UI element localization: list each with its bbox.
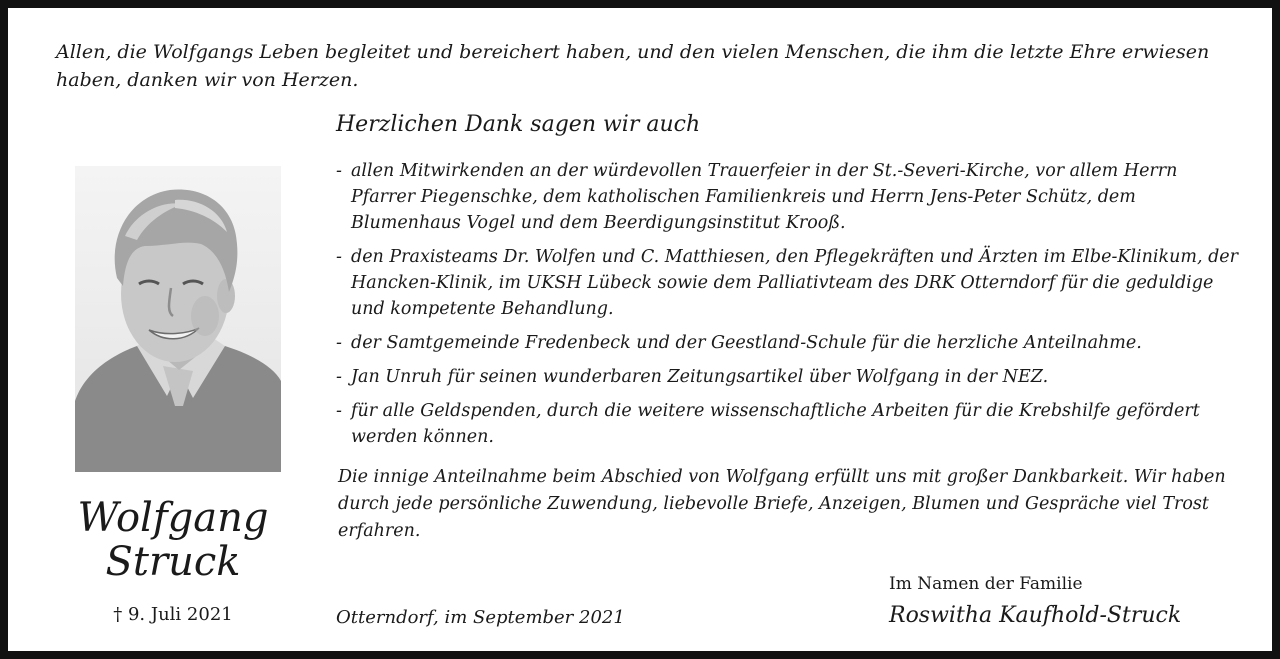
list-item [336,244,1241,322]
list-item-text: der Samtgemeinde Fredenbeck und der Geestland-Schule für die herzliche Anteilnahme. [351,333,1142,353]
list-item-text: allen Mitwirkenden an der würdevollen Trauerfeier in der St.-Severi-Kirche, vor allem Herrn Pfarrer Piegenschke, dem katholischen Familienkreis und Herrn Jens-Peter Schütz, dem Blumenhaus Vogel und dem Beerdigungsinstitut Krooß. [351,161,1178,233]
portrait-photo [75,166,281,472]
list-item-text: den Praxisteams Dr. Wolfen und C. Matthiesen, den Pflegekräften und Ärzten im Elbe-Klinikum, der Hancken-Klinik, im UKSH Lübeck sowie dem Palliativteam des DRK Otterndorf für die geduldige und kompetente Behandlung. [351,247,1239,319]
list-bullet: - [336,367,342,387]
first-name: Wolfgang [77,495,269,541]
thanks-heading: Herzlichen Dank sagen wir auch [336,112,701,137]
intro-text: Allen, die Wolfgangs Leben begleitet und bereichert haben, und den vielen Menschen, die ihm die letzte Ehre erwiesen haben, danken wir von Herzen. [56,41,1210,91]
list-item-text: für alle Geldspenden, durch die weitere wissenschaftliche Arbeiten für die Krebshilfe gefördert werden können. [351,401,1200,447]
last-name: Struck [105,539,241,585]
list-item [336,364,1241,390]
list-bullet: - [336,333,342,353]
thanks-list [336,158,1241,458]
list-bullet: - [336,161,342,181]
place-and-date: Otterndorf, im September 2021 [336,607,625,628]
list-item [336,330,1241,356]
list-bullet: - [336,247,342,267]
list-item [336,398,1241,450]
closing-text: Die innige Anteilnahme beim Abschied von Wolfgang erfüllt uns mit großer Dankbarkeit. Wir haben durch jede persönliche Zuwendung, liebevolle Briefe, Anzeigen, Blumen und Gespräche viel Trost erfahren. [338,467,1226,541]
list-bullet: - [336,401,342,421]
list-item [336,158,1241,236]
family-label: Im Namen der Familie [889,574,1083,594]
deceased-name [58,496,288,584]
death-date: † 9. Juli 2021 [113,604,233,625]
signature: Roswitha Kaufhold-Struck [889,603,1182,628]
list-item-text: Jan Unruh für seinen wunderbaren Zeitungsartikel über Wolfgang in der NEZ. [351,367,1049,387]
